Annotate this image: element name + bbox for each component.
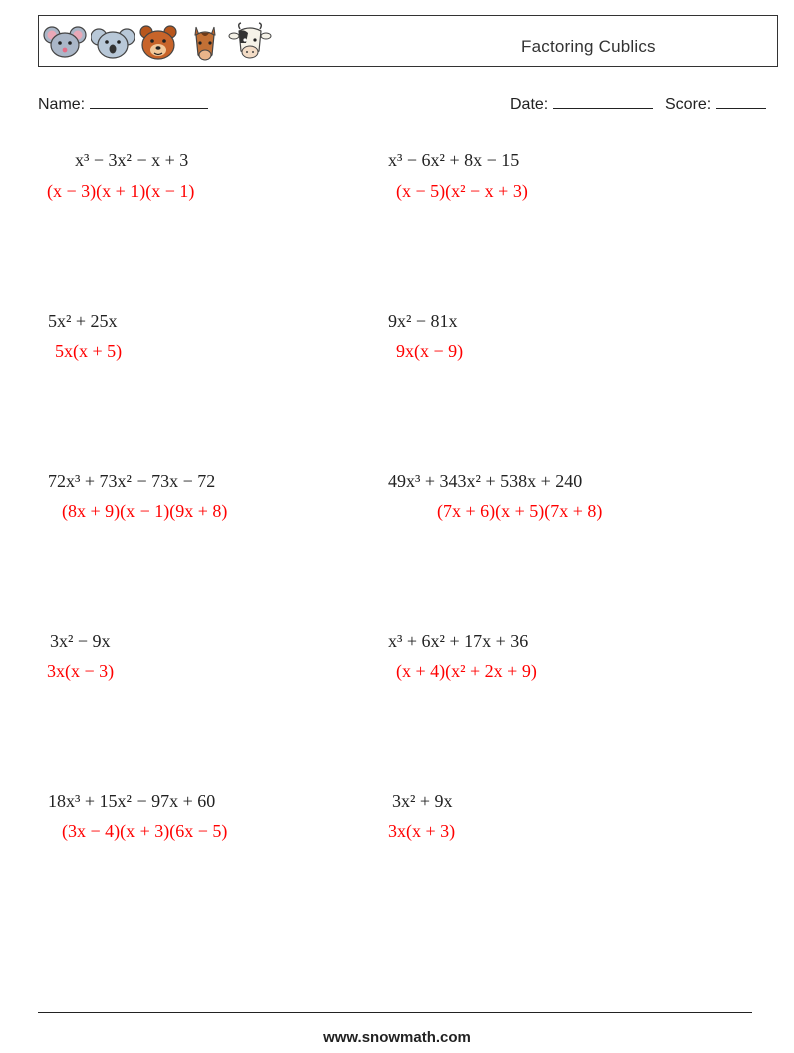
name-blank[interactable]: [90, 94, 208, 109]
problem-5-answer: (8x + 9)(x − 1)(9x + 8): [62, 501, 228, 521]
problem-6-question: 49x³ + 343x² + 538x + 240: [388, 471, 583, 491]
mouse-icon: [43, 21, 87, 65]
name-label: Name:: [38, 96, 86, 113]
horse-icon: [183, 21, 227, 65]
problem-8-question: x³ + 6x² + 17x + 36: [388, 631, 529, 651]
problem-4-answer: 9x(x − 9): [396, 341, 464, 361]
problem-9-answer: (3x − 4)(x + 3)(6x − 5): [62, 821, 228, 841]
header-box: [38, 15, 778, 67]
problem-7-question: 3x² − 9x: [50, 631, 111, 651]
problem-3-question: 5x² + 25x: [48, 311, 118, 331]
score-blank[interactable]: [716, 94, 766, 109]
problem-4-question: 9x² − 81x: [388, 311, 458, 331]
footer-divider: [38, 1012, 752, 1013]
cow-icon: [228, 21, 272, 65]
problem-3-answer: 5x(x + 5): [55, 341, 123, 361]
date-blank[interactable]: [553, 94, 653, 109]
problem-1-question: x³ − 3x² − x + 3: [75, 150, 189, 170]
problem-2-question: x³ − 6x² + 8x − 15: [388, 150, 520, 170]
koala-icon: [91, 21, 135, 65]
problem-5-question: 72x³ + 73x² − 73x − 72: [48, 471, 216, 491]
problem-8-answer: (x + 4)(x² + 2x + 9): [396, 661, 537, 681]
problem-9-question: 18x³ + 15x² − 97x + 60: [48, 791, 216, 811]
problem-6-answer: (7x + 6)(x + 5)(7x + 8): [437, 501, 603, 521]
problem-7-answer: 3x(x − 3): [47, 661, 115, 681]
problem-2-answer: (x − 5)(x² − x + 3): [396, 181, 528, 201]
score-label: Score:: [665, 96, 712, 113]
footer-site[interactable]: www.snowmath.com: [323, 1029, 471, 1046]
problem-10-answer: 3x(x + 3): [388, 821, 456, 841]
bear-icon: [136, 21, 180, 65]
worksheet-title: Factoring Cublics: [521, 37, 656, 56]
problem-1-answer: (x − 3)(x + 1)(x − 1): [47, 181, 195, 201]
date-label: Date:: [510, 96, 549, 113]
name-field[interactable]: [38, 94, 208, 114]
date-field[interactable]: [510, 94, 653, 114]
score-field[interactable]: [665, 94, 766, 114]
problem-10-question: 3x² + 9x: [392, 791, 453, 811]
